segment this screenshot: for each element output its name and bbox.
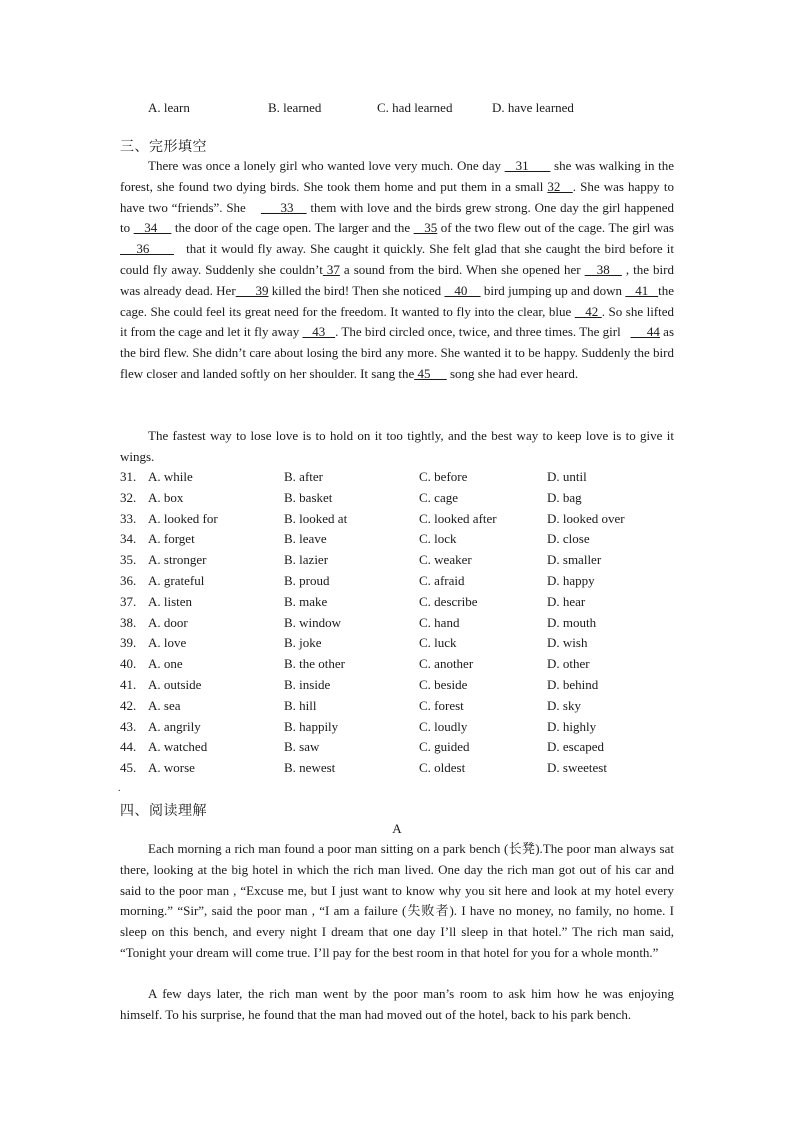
question-row bbox=[120, 739, 680, 759]
question-number: 31. bbox=[120, 469, 137, 484]
stray-dot: . bbox=[118, 783, 121, 794]
option-a: A. sea bbox=[148, 697, 181, 713]
option-c: C. hand bbox=[419, 614, 460, 630]
option-d: D. happy bbox=[547, 573, 595, 588]
question-number: 42. bbox=[120, 697, 137, 713]
option-d: D. mouth bbox=[547, 614, 597, 630]
question-row bbox=[120, 635, 680, 655]
cloze-passage-text: There was once a lonely girl who wanted love very much. One day 31 she was walking in the forest, she found two dying birds. She took them home and put them in a small 32 . She was happy to have two “friends”. She ___33__ them with love and the birds grew strong. One day the girl happened to 34 the door of the cage open. The larger and the 35 of the two flew out of the cage. The girl was 36 that it would fly away. She caught it quickly. She felt glad that she caught the bird before it could fly away. Suddenly she couldn’t 37 a sound from the bird. When she opened her 38 , the bird was already dead. Her 39 killed the bird! Then she noticed 40 bird jumping up and down 41 the cage. She could feel its great need for the freedom. It wanted to fly into the clear, blue 42 . So she lifted it from the cage and let it fly away 43 . The bird circled once, twice, and three times. The girl 44 as the bird flew. She didn’t care about losing the bird any more. She wanted it to be happy. Suddenly the bird flew closer and landed softly on her shoulder. It sang the 45 song she had ever heard. bbox=[120, 158, 675, 381]
question-number: 44. bbox=[120, 739, 137, 755]
option-b: B. newest bbox=[284, 760, 336, 776]
reading-paragraph-1-text: Each morning a rich man found a poor man sitting on a park bench (长凳).The poor man always sat there, looking at the big hotel in which the rich man lived. One day the rich man got out of his car and said to the poor man , “Excuse me, but I just want to know why you sit here and look at my hotel every morning.” “Sir”, said the poor man , “I am a failure (失败者). I have no money, no family, no home. I sleep on this bench, and every night I dream that one day I’ll sleep in that hotel.” The rich man said, “Tonight your dream will come true. I’ll pay for the best room in that hotel for you for a whole month.” bbox=[120, 841, 674, 960]
option-b: B. basket bbox=[284, 489, 333, 505]
option-c: C. had learned bbox=[377, 100, 453, 115]
question-row bbox=[120, 615, 680, 635]
option-a: A. box bbox=[148, 489, 184, 505]
question-number: 38. bbox=[120, 614, 137, 630]
cloze-moral-text: The fastest way to lose love is to hold on it too tightly, and the best way to keep love is to give it wings. bbox=[120, 428, 674, 464]
option-d: D. behind bbox=[547, 677, 599, 692]
option-d: D. highly bbox=[547, 718, 597, 734]
option-d: D. other bbox=[547, 656, 590, 672]
option-b: B. inside bbox=[284, 677, 331, 692]
reading-section-heading: 四、阅读理解 bbox=[120, 803, 207, 819]
cloze-section-heading: 三、完形填空 bbox=[120, 139, 207, 155]
option-c: C. describe bbox=[419, 593, 478, 609]
question-number: 36. bbox=[120, 573, 137, 588]
option-b: B. hill bbox=[284, 697, 317, 713]
question-row bbox=[120, 760, 680, 780]
option-b: B. make bbox=[284, 593, 328, 609]
question-row bbox=[120, 719, 680, 739]
question-row bbox=[120, 573, 680, 593]
option-a: A. outside bbox=[148, 677, 202, 692]
reading-paragraph-2-text: A few days later, the rich man went by the poor man’s room to ask him how he was enjoying himself. To his surprise, he found that the man had moved out of the hotel, back to his park bench. bbox=[120, 986, 674, 1022]
question-row bbox=[120, 677, 680, 697]
option-d: D. smaller bbox=[547, 552, 602, 568]
question-row bbox=[120, 490, 680, 510]
cloze-moral bbox=[120, 426, 674, 468]
option-a: A. listen bbox=[148, 593, 193, 609]
option-c: C. afraid bbox=[419, 573, 465, 588]
question-number: 35. bbox=[120, 552, 137, 568]
option-a: A. stronger bbox=[148, 552, 207, 568]
option-a: A. while bbox=[148, 469, 193, 484]
question-row bbox=[120, 531, 680, 551]
cloze-passage bbox=[120, 156, 674, 385]
question-row bbox=[120, 552, 680, 572]
option-d: D. looked over bbox=[547, 510, 625, 526]
option-a: A. one bbox=[148, 656, 183, 672]
option-b: B. learned bbox=[268, 100, 322, 115]
option-b: B. window bbox=[284, 614, 342, 630]
option-d: D. hear bbox=[547, 593, 586, 609]
question-number: 39. bbox=[120, 635, 137, 651]
option-c: C. oldest bbox=[419, 760, 466, 776]
option-d: D. until bbox=[547, 469, 587, 484]
option-c: C. before bbox=[419, 469, 468, 484]
option-b: B. proud bbox=[284, 573, 330, 588]
option-d: D. escaped bbox=[547, 739, 605, 755]
question-number: 40. bbox=[120, 656, 137, 672]
option-a: A. watched bbox=[148, 739, 208, 755]
question-row bbox=[120, 656, 680, 676]
question-row bbox=[120, 698, 680, 718]
option-c: C. cage bbox=[419, 489, 458, 505]
option-a: A. forget bbox=[148, 531, 195, 547]
question-number: 41. bbox=[120, 677, 137, 692]
question-row bbox=[120, 511, 680, 531]
passage-label: A bbox=[392, 821, 402, 836]
reading-paragraph-2 bbox=[120, 984, 674, 1026]
option-d: D. have learned bbox=[492, 100, 574, 115]
reading-paragraph-1 bbox=[120, 839, 674, 964]
option-b: B. happily bbox=[284, 718, 339, 734]
question-row bbox=[120, 469, 680, 489]
option-d: D. close bbox=[547, 531, 590, 547]
option-c: C. luck bbox=[419, 635, 457, 651]
option-c: C. weaker bbox=[419, 552, 472, 568]
option-b: B. joke bbox=[284, 635, 322, 651]
option-a: A. learn bbox=[148, 100, 190, 115]
option-d: D. sweetest bbox=[547, 760, 607, 776]
question-number: 45. bbox=[120, 760, 137, 776]
question-row bbox=[120, 594, 680, 614]
option-a: A. door bbox=[148, 614, 188, 630]
option-c: C. forest bbox=[419, 697, 464, 713]
option-c: C. loudly bbox=[419, 718, 468, 734]
option-c: C. looked after bbox=[419, 510, 497, 526]
option-b: B. leave bbox=[284, 531, 327, 547]
option-b: B. saw bbox=[284, 739, 320, 755]
option-a: A. angrily bbox=[148, 718, 201, 734]
option-a: A. love bbox=[148, 635, 187, 651]
previous-question-options bbox=[0, 100, 794, 116]
question-number: 43. bbox=[120, 718, 137, 734]
question-number: 32. bbox=[120, 489, 137, 505]
option-c: C. beside bbox=[419, 677, 468, 692]
question-number: 33. bbox=[120, 510, 137, 526]
question-number: 37. bbox=[120, 593, 137, 609]
option-c: C. lock bbox=[419, 531, 457, 547]
option-d: D. sky bbox=[547, 697, 581, 713]
option-a: A. grateful bbox=[148, 573, 205, 588]
option-d: D. wish bbox=[547, 635, 588, 651]
option-c: C. another bbox=[419, 656, 474, 672]
question-number: 34. bbox=[120, 531, 137, 547]
option-b: B. looked at bbox=[284, 510, 348, 526]
option-a: A. looked for bbox=[148, 510, 218, 526]
option-c: C. guided bbox=[419, 739, 470, 755]
option-b: B. after bbox=[284, 469, 323, 484]
option-d: D. bag bbox=[547, 489, 582, 505]
option-b: B. lazier bbox=[284, 552, 329, 568]
option-a: A. worse bbox=[148, 760, 195, 776]
option-b: B. the other bbox=[284, 656, 346, 672]
